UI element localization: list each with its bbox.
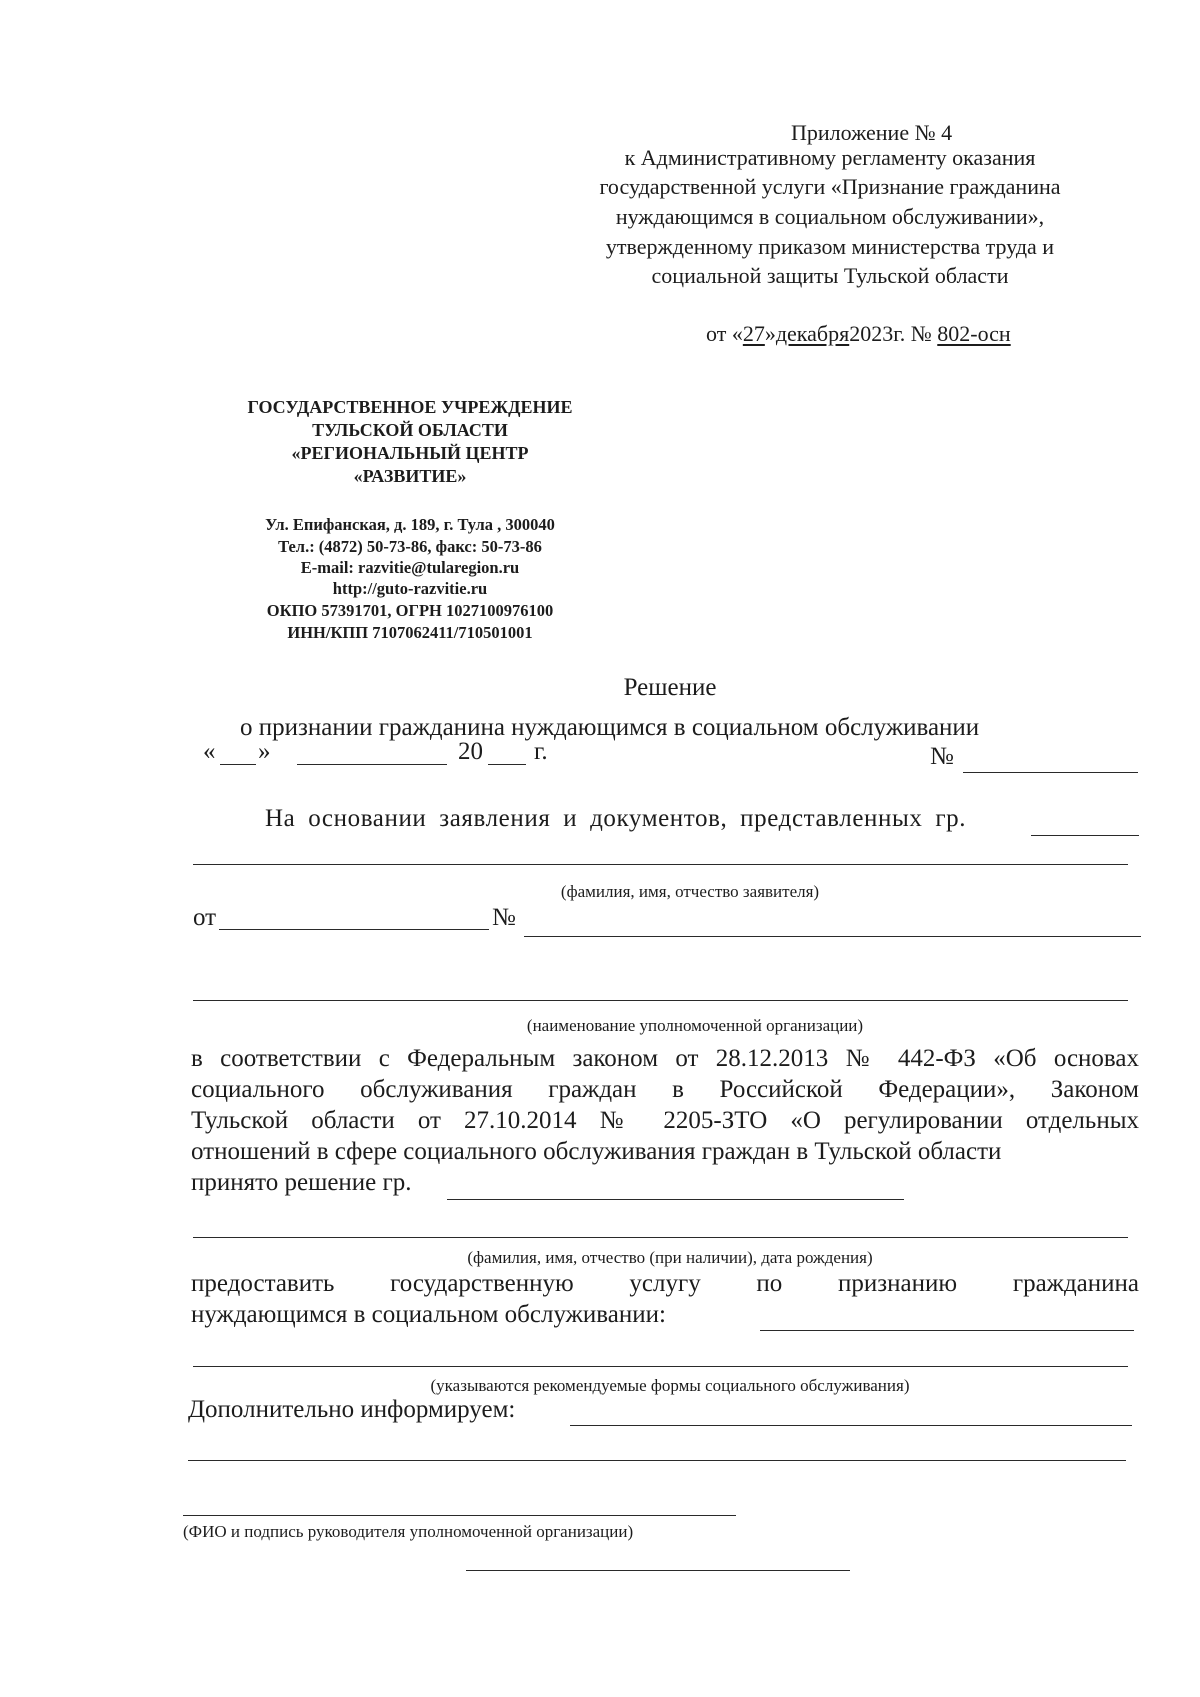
org-name-line: ГОСУДАРСТВЕННОЕ УЧРЕЖДЕНИЕ xyxy=(247,397,573,417)
org-website: http://guto-razvitie.ru xyxy=(332,579,488,598)
citizen-name-line-2 xyxy=(193,1237,1128,1238)
organization-name-line xyxy=(193,1000,1128,1001)
org-name-line: «РЕГИОНАЛЬНЫЙ ЦЕНТР xyxy=(291,443,529,463)
additional-info-label: Дополнительно информируем: xyxy=(188,1396,516,1423)
appendix-line: к Административному регламенту оказания xyxy=(624,145,1036,170)
law-line: Тульской области от 27.10.2014 № 2205-ЗТО «О регулировании отдельных xyxy=(191,1107,1139,1134)
provide-text-line: нуждающимся в социальном обслуживании: xyxy=(191,1301,666,1328)
additional-info-line-2 xyxy=(188,1460,1126,1461)
caption-signature: (ФИО и подпись руководителя уполномоченной организации) xyxy=(183,1522,634,1541)
service-forms-line xyxy=(760,1330,1134,1331)
year-prefix: 20 xyxy=(458,738,483,765)
org-contact-line: Тел.: (4872) 50-73-86, факс: 50-73-86 xyxy=(278,537,542,556)
year-blank-line xyxy=(488,764,526,765)
decision-number-line xyxy=(963,772,1138,773)
date-prefix: от « xyxy=(706,321,743,346)
appendix-line: нуждающимся в социальном обслуживании», xyxy=(615,204,1045,229)
decision-taken-label: принято решение гр. xyxy=(191,1169,412,1196)
applicant-name-line xyxy=(1031,835,1139,836)
org-name-line: ТУЛЬСКОЙ ОБЛАСТИ xyxy=(312,420,508,440)
provide-text-line: предоставить государственную услугу по признанию гражданина xyxy=(191,1270,1139,1297)
order-number: 802-осн xyxy=(937,321,1011,346)
org-contact-line: Ул. Епифанская, д. 189, г. Тула , 300040 xyxy=(265,515,555,534)
caption-citizen: (фамилия, имя, отчество (при наличии), дата рождения) xyxy=(467,1248,873,1267)
basis-text: На основании заявления и документов, представленных гр. xyxy=(265,805,967,832)
date-day: 27 xyxy=(742,321,765,346)
signature-extra-line xyxy=(466,1570,850,1571)
signature-line xyxy=(183,1515,736,1516)
applicant-name-line-2 xyxy=(193,864,1128,865)
org-email: E-mail: razvitie@tularegion.ru xyxy=(300,558,520,577)
law-line: социального обслуживания граждан в Российской Федерации», Законом xyxy=(191,1076,1139,1103)
date-mid: » xyxy=(764,321,776,346)
date-month: декабря xyxy=(775,321,850,346)
law-line: в соответствии с Федеральным законом от 28.12.2013 № 442-ФЗ «Об основах xyxy=(191,1045,1139,1072)
decision-title: Решение xyxy=(623,674,717,701)
appendix-order-date xyxy=(706,320,1011,348)
appendix-title: Приложение № 4 xyxy=(791,120,953,145)
year-suffix: г. xyxy=(534,738,548,765)
decision-subtitle: о признании гражданина нуждающимся в социальном обслуживании xyxy=(240,714,980,741)
appendix-line: социальной защиты Тульской области xyxy=(651,263,1009,288)
appendix-line: утвержденному приказом министерства труда и xyxy=(605,234,1055,259)
service-forms-line-2 xyxy=(193,1366,1128,1367)
application-number-label: № xyxy=(492,904,516,931)
appendix-line: государственной услуги «Признание гражданина xyxy=(599,174,1061,199)
caption-organization: (наименование уполномоченной организации) xyxy=(526,1016,864,1035)
date-year: 2023г. № xyxy=(849,321,938,346)
caption-applicant: (фамилия, имя, отчество заявителя) xyxy=(560,882,820,901)
decision-number-label: № xyxy=(930,743,954,770)
additional-info-line xyxy=(570,1425,1132,1426)
application-number-line xyxy=(524,936,1141,937)
org-contact-line: ОКПО 57391701, ОГРН 1027100976100 xyxy=(266,601,554,620)
day-blank-line xyxy=(220,764,256,765)
law-line: отношений в сфере социального обслуживания граждан в Тульской области xyxy=(191,1138,1002,1165)
org-contact-line: ИНН/КПП 7107062411/710501001 xyxy=(287,623,533,642)
citizen-name-line xyxy=(447,1199,904,1200)
org-name-line: «РАЗВИТИЕ» xyxy=(353,466,467,486)
month-blank-line xyxy=(297,764,447,765)
from-date-line xyxy=(219,929,489,930)
caption-forms: (указываются рекомендуемые формы социального обслуживания) xyxy=(430,1376,910,1395)
from-label: от xyxy=(193,904,217,931)
date-open-quote: « xyxy=(203,738,216,765)
date-close-quote: » xyxy=(258,738,271,765)
